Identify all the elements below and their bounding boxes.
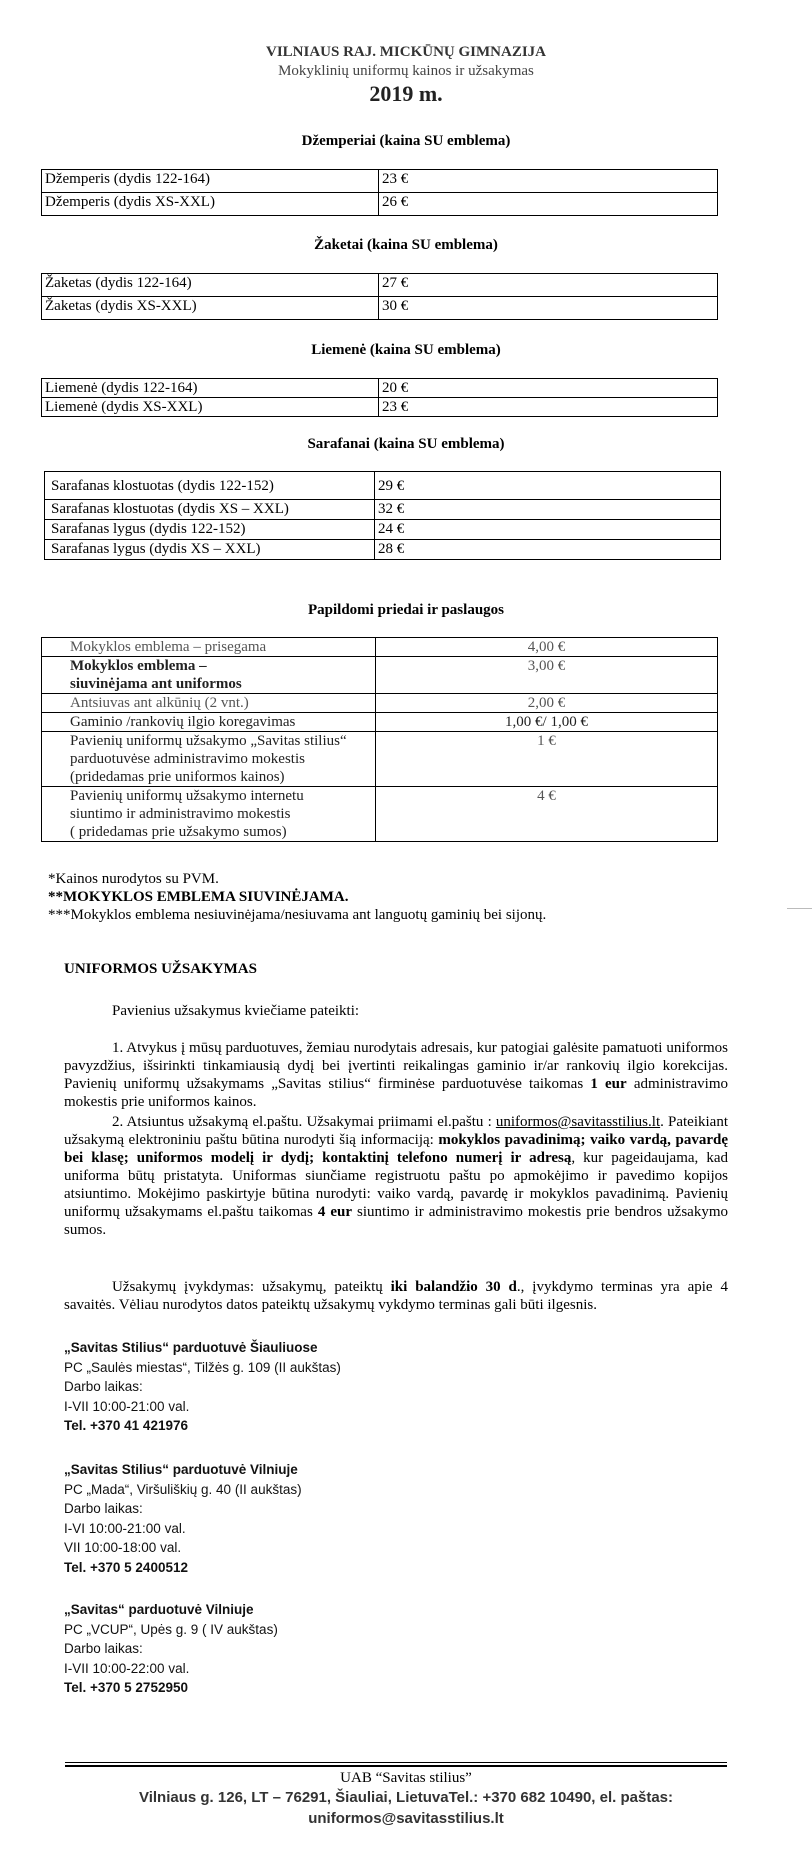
order-section-title: UNIFORMOS UŽSAKYMAS xyxy=(64,961,257,977)
store-hours: VII 10:00-18:00 val. xyxy=(64,1540,182,1555)
price-cell: 1 € xyxy=(376,732,718,787)
price-cell: 28 € xyxy=(375,540,721,560)
paragraph-text: siuntimo ir administravimo mokestis prie bendros užsakymo sumos. xyxy=(64,1204,728,1238)
section-title-zaketai: Žaketai (kaina SU emblema) xyxy=(314,237,498,253)
fee-amount: 1 eur xyxy=(590,1076,627,1092)
table-row xyxy=(42,694,718,713)
price-cell: 26 € xyxy=(379,193,718,216)
price-cell: 27 € xyxy=(379,274,718,297)
store-address: PC „VCUP“, Upės g. 9 ( IV aukštas) xyxy=(64,1621,278,1637)
required-info: mokyklos pavadinimą; vaiko vardą, pavardę bei klasę; uniformos modelį ir dydį; kontaktinį telefono numerį ir adresą xyxy=(64,1132,728,1166)
store-siauliai xyxy=(64,1338,564,1436)
document-subtitle: Mokyklinių uniformų kainos ir užsakymas xyxy=(278,63,534,79)
item-cell: Liemenė (dydis XS-XXL) xyxy=(42,398,379,417)
store-name: „Savitas Stilius“ parduotuvė Šiauliuose xyxy=(64,1340,318,1355)
item-cell: Sarafanas klostuotas (dydis 122-152) xyxy=(45,472,375,500)
price-cell: 29 € xyxy=(375,472,721,500)
email-link[interactable]: uniformos@savitasstilius.lt xyxy=(495,1114,661,1130)
item-line: siuvinėjama ant uniformos xyxy=(70,676,242,692)
section-title-priedai: Papildomi priedai ir paslaugos xyxy=(307,602,504,618)
price-table-sarafanai xyxy=(44,471,721,560)
item-cell xyxy=(42,657,376,694)
fee-amount: 4 eur xyxy=(317,1204,352,1220)
item-cell: Džemperis (dydis 122-164) xyxy=(42,170,379,193)
footer-divider xyxy=(65,1765,727,1767)
hours-label: Darbo laikas: xyxy=(64,1641,143,1656)
footer-phone: Tel.: +370 682 10490, el. paštas: xyxy=(448,1789,674,1806)
store-phone[interactable]: Tel. +370 5 2400512 xyxy=(64,1559,188,1575)
footer-divider xyxy=(65,1762,727,1763)
store-name: „Savitas“ parduotuvė Vilniuje xyxy=(64,1602,254,1617)
table-row xyxy=(45,520,721,540)
table-row xyxy=(42,398,718,417)
paragraph-text: 1. Atvykus į mūsų parduotuves, žemiau nurodytais adresais, kur patogiai galėsite pamatuoti uniformos pavyzdžius, išsirinkti tinkamiausią dydį bei įvertinti reikalingas gaminio ir/ar rankovių ilgio korekcijas. Pavienių uniformų užsakymams „Savitas stilius“ firminėse parduotuvėse taikomas xyxy=(64,1040,728,1092)
table-row xyxy=(42,657,718,694)
table-row xyxy=(42,274,718,297)
price-table-zaketai xyxy=(41,273,718,320)
item-cell: Sarafanas lygus (dydis XS – XXL) xyxy=(45,540,375,560)
section-title-liemene: Liemenė (kaina SU emblema) xyxy=(311,342,501,358)
section-title-sarafanai: Sarafanai (kaina SU emblema) xyxy=(307,436,505,452)
footer-email[interactable]: uniformos@savitasstilius.lt xyxy=(308,1810,504,1827)
table-row xyxy=(42,713,718,732)
price-cell: 23 € xyxy=(379,398,718,417)
price-cell: 24 € xyxy=(375,520,721,540)
price-cell: 32 € xyxy=(375,500,721,520)
table-row xyxy=(42,379,718,398)
table-row xyxy=(42,193,718,216)
footer-contact-line xyxy=(0,1789,812,1806)
item-cell: Antsiuvas ant alkūnių (2 vnt.) xyxy=(42,694,376,713)
note-vat: *Kainos nurodytos su PVM. xyxy=(48,871,219,887)
paragraph-text: , kur pageidaujama, kad uniforma būtų pristatyta. Uniformas siunčiame registruotu paštu po apmokėjimo ir pavedimo kopijos atsiuntimo. Mokėjimo paskirtyje būtina nurodyti: vaiko vardą, pavardę ir mokyklos pavadinimą. Pavienių uniformų užsakymams el.paštu taikomas xyxy=(64,1150,729,1220)
item-line: (pridedamas prie uniformos kainos) xyxy=(70,769,285,785)
table-row xyxy=(42,787,718,842)
footer-company: UAB “Savitas stilius” xyxy=(340,1770,472,1786)
price-cell: 4,00 € xyxy=(376,638,718,657)
order-option-email xyxy=(64,1113,728,1239)
store-address: PC „Mada“, Viršuliškių g. 40 (II aukštas) xyxy=(64,1481,302,1497)
note-emblem: **MOKYKLOS EMBLEMA SIUVINĖJAMA. xyxy=(48,889,349,905)
store-address: PC „Saulės miestas“, Tilžės g. 109 (II aukštas) xyxy=(64,1359,341,1375)
item-line: parduotuvėse administravimo mokestis xyxy=(70,751,305,767)
store-hours: I-VI 10:00-21:00 val. xyxy=(64,1520,186,1536)
extras-table xyxy=(41,637,718,842)
store-hours: I-VII 10:00-22:00 val. xyxy=(64,1660,190,1676)
price-table-dzemperiai xyxy=(41,169,718,216)
item-cell: Džemperis (dydis XS-XXL) xyxy=(42,193,379,216)
item-cell: Žaketas (dydis XS-XXL) xyxy=(42,297,379,320)
table-row xyxy=(42,638,718,657)
price-table-liemene xyxy=(41,378,718,417)
store-phone[interactable]: Tel. +370 41 421976 xyxy=(64,1418,188,1433)
price-cell: 4 € xyxy=(376,787,718,842)
paragraph-text: ., įvykdymo terminas yra apie 4 savaitės. Vėliau nurodytos datos pateiktų užsakymų vykdymo terminas gali būti ilgesnis. xyxy=(64,1279,728,1313)
order-fulfillment xyxy=(64,1278,728,1314)
price-cell: 2,00 € xyxy=(376,694,718,713)
order-intro: Pavienius užsakymus kviečiame pateikti: xyxy=(112,1003,360,1019)
hours-label: Darbo laikas: xyxy=(64,1379,143,1394)
footnotes xyxy=(48,870,768,924)
item-line: ( pridedamas prie užsakymo sumos) xyxy=(70,824,287,840)
item-cell xyxy=(42,787,376,842)
item-cell: Sarafanas klostuotas (dydis XS – XXL) xyxy=(45,500,375,520)
document-year: 2019 m. xyxy=(369,81,443,106)
table-row xyxy=(45,500,721,520)
margin-mark xyxy=(787,908,812,909)
item-line: siuntimo ir administravimo mokestis xyxy=(70,806,291,822)
item-cell: Gaminio /rankovių ilgio koregavimas xyxy=(42,713,376,732)
item-cell: Sarafanas lygus (dydis 122-152) xyxy=(45,520,375,540)
store-hours: I-VII 10:00-21:00 val. xyxy=(64,1398,190,1414)
table-row xyxy=(42,297,718,320)
section-title-dzemperiai: Džemperiai (kaina SU emblema) xyxy=(301,133,511,149)
price-cell: 3,00 € xyxy=(376,657,718,694)
item-cell: Liemenė (dydis 122-164) xyxy=(42,379,379,398)
store-name: „Savitas Stilius“ parduotuvė Vilniuje xyxy=(64,1462,298,1477)
table-row xyxy=(45,540,721,560)
order-option-store xyxy=(64,1039,728,1111)
paragraph-text: 2. Atsiuntus užsakymą el.paštu. Užsakymai priimami el.paštu : xyxy=(112,1114,496,1130)
footer-address: Vilniaus g. 126, LT – 76291, Šiauliai, Lietuva xyxy=(138,1789,449,1806)
table-row xyxy=(42,170,718,193)
item-line: Pavienių uniformų užsakymo internetu xyxy=(70,788,304,804)
item-line: Mokyklos emblema – xyxy=(70,658,207,674)
price-cell: 20 € xyxy=(379,379,718,398)
paragraph-text: administravimo mokestis prie uniformos kainos. xyxy=(64,1076,728,1110)
item-cell: Žaketas (dydis 122-164) xyxy=(42,274,379,297)
paragraph-text: Užsakymų įvykdymas: užsakymų, pateiktų xyxy=(112,1279,391,1295)
table-row xyxy=(42,732,718,787)
paragraph-text: . Pateikiant užsakymą elektroniniu paštu būtina nurodyti šią informaciją: xyxy=(64,1114,728,1148)
item-line: Pavienių uniformų užsakymo „Savitas stilius“ xyxy=(70,733,347,749)
price-cell: 1,00 €/ 1,00 € xyxy=(376,713,718,732)
item-cell: Mokyklos emblema – prisegama xyxy=(42,638,376,657)
store-phone[interactable]: Tel. +370 5 2752950 xyxy=(64,1680,188,1695)
store-vilnius-vcup xyxy=(64,1600,564,1698)
table-row xyxy=(45,472,721,500)
hours-label: Darbo laikas: xyxy=(64,1501,143,1516)
note-emblem-exception: ***Mokyklos emblema nesiuvinėjama/nesiuvama ant languotų gaminių bei sijonų. xyxy=(48,907,547,923)
price-cell: 30 € xyxy=(379,297,718,320)
item-cell xyxy=(42,732,376,787)
school-name: VILNIAUS RAJ. MICKŪNŲ GIMNAZIJA xyxy=(265,44,546,60)
price-cell: 23 € xyxy=(379,170,718,193)
deadline: iki balandžio 30 d xyxy=(390,1279,517,1295)
store-vilnius-mada xyxy=(64,1460,564,1577)
